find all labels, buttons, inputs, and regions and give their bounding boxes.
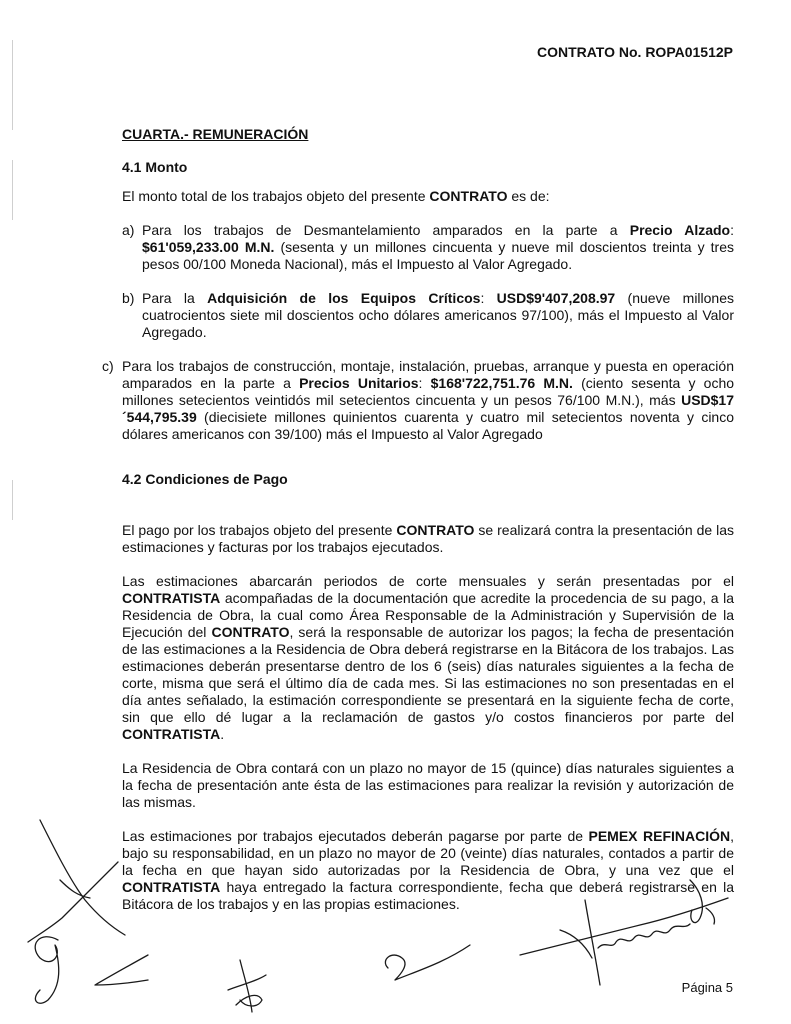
scan-margin-mark <box>12 40 13 130</box>
list-item-c <box>102 358 734 443</box>
signature-right <box>560 930 592 958</box>
scan-margin-mark <box>12 160 13 220</box>
signature-initial-angle <box>95 955 148 985</box>
paragraph-residencia: La Residencia de Obra contará con un plazo no mayor de 15 (quince) días naturales siguientes a la fecha de presentación ante ésta de las estimaciones para realizar la revisión y autorización de las mismas. <box>122 760 734 810</box>
signature-initial-center <box>236 995 262 1006</box>
list-text: Para la Adquisición de los Equipos Críticos: USD$9'407,208.97 (nueve millones cuatrocientos siete mil doscientos ocho dólares americanos 97/100), más el Impuesto al Valor Agregado. <box>142 290 735 340</box>
list-text: Para los trabajos de Desmantelamiento amparados en la parte a Precio Alzado: $61'059,233.00 M.N. (sesenta y un millones cincuenta y nueve mil doscientos treinta y tres pesos 00/100 Moneda Nacional), más el Impuesto al Valor Agregado. <box>142 222 735 272</box>
paragraph-estimaciones: Las estimaciones abarcarán periodos de corte mensuales y serán presentadas por el CONTRATISTA acompañadas de la documentación que acredite la procedencia de su pago, a la Residencia de Obra, la cual como Área Responsable de la Administración y Supervisión de la Ejecución del CONTRATO, será la responsable de autorizar los pagos; la fecha de presentación de las estimaciones a la Residencia de Obra deberá registrarse en la Bitácora de los trabajos. Las estimaciones deberán presentarse dentro de los 6 (seis) días naturales siguientes a la fecha de corte, misma que será el último día de cada mes. Si las estimaciones no son presentadas en el día antes señalado, la estimación correspondiente se presentará en la siguiente fecha de corte, sin que ello dé lugar a la reclamación de gastos y/o costos financieros por parte del CONTRATISTA. <box>122 573 734 742</box>
signature-initial-left <box>40 820 125 935</box>
scan-margin-mark <box>12 480 13 520</box>
paragraph-pago: El pago por los trabajos objeto del presente CONTRATO se realizará contra la presentación de las estimaciones y facturas por los trabajos ejecutados. <box>122 522 734 555</box>
contract-number: CONTRATO No. ROPA01512P <box>536 44 733 60</box>
signature-initial-center <box>240 960 252 1012</box>
signature-initial-left <box>28 862 118 942</box>
list-item-a <box>122 222 734 273</box>
signature-wave <box>385 945 470 980</box>
list-label: a) <box>122 222 135 238</box>
page-number: Página 5 <box>681 980 733 995</box>
document-body <box>102 126 735 930</box>
list-item-b <box>122 290 734 341</box>
signature-initial-left <box>60 880 90 898</box>
subsection-pago-title: 4.2 Condiciones de Pago <box>122 471 288 487</box>
list-label: c) <box>102 358 114 374</box>
subsection-monto-title: 4.1 Monto <box>122 159 188 175</box>
paragraph-plazo-pago: Las estimaciones por trabajos ejecutados deberán pagarse por parte de PEMEX REFINACIÓN, bajo su responsabilidad, en un plazo no mayor de 20 (veinte) días naturales, contados a partir de la fecha en que hayan sido autorizadas por la Residencia de Obra, y una vez que el CONTRATISTA haya entregado la factura correspondiente, fecha que deberá registrarse en la Bitácora de los trabajos y en las propias estimaciones. <box>122 828 734 912</box>
signature-initial-g <box>35 937 59 1004</box>
section-title: CUARTA.- REMUNERACIÓN <box>122 126 309 142</box>
list-label: b) <box>122 290 135 306</box>
list-text: Para los trabajos de construcción, montaje, instalación, pruebas, arranque y puesta en operación amparados en la parte a Precios Unitarios: $168'722,751.76 M.N. (ciento sesenta y ocho millones setecientos veintidós mil setecientos cincuenta y un pesos 76/100 M.N.), más USD$17´544,795.39 (diecisiete millones quinientos cuarenta y cuatro mil setecientos noventa y cinco dólares americanos con 39/100) más el Impuesto al Valor Agregado <box>122 358 735 442</box>
signature-initial-center <box>228 975 266 990</box>
monto-intro: El monto total de los trabajos objeto del presente CONTRATO es de: <box>122 188 550 204</box>
